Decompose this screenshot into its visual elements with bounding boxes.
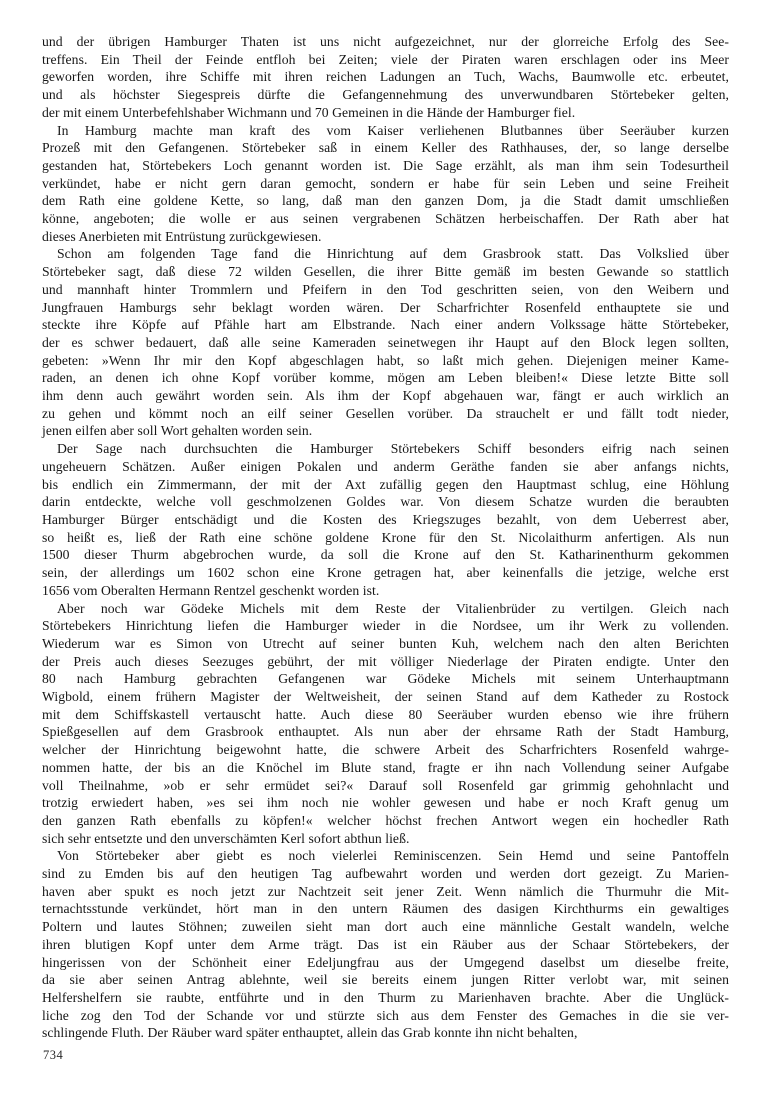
text-line: raden, an denen ich ohne Kopf vorüber komme, mögen am Leben bleiben!« Diese letzte Bitte soll xyxy=(42,370,729,386)
page-number: 734 xyxy=(43,1048,64,1062)
text-line: nommen hatte, der bis an die Knöchel im Blute stand, fragte er ihn nach Vollendung seiner Aufgabe xyxy=(42,759,729,775)
text-line: und mannhaft hinter Trommlern und Pfeifern in den Tod geschritten seien, von den Weibern und xyxy=(42,281,729,297)
text-line: sich sehr entsetzte und den unverschämten Kerl sofort abthun ließ. xyxy=(42,830,410,846)
text-line: welcher der Hinrichtung beigewohnt hatte, die schwere Arbeit des Scharfrichters Rosenfeld wahrge- xyxy=(42,742,729,758)
text-line: da sie aber seinen Antrag ablehnte, weil sie bereits einem jungen Ritter verlobt war, mit seinen xyxy=(42,972,729,988)
text-line: so heißt es, ließ der Rath eine schöne goldene Krone für den St. Nicolaithurm anfertigen. Als nun xyxy=(42,529,729,545)
text-line: den ganzen Rath ebenfalls zu köpfen!« welcher höchst frechen Antwort wegen ein hochedler Rath xyxy=(42,812,729,828)
text-line: Prozeß mit den Gefangenen. Störtebeker saß in einem Keller des Rathhauses, der, so lange derselbe xyxy=(42,140,729,156)
text-line: 1656 vom Oberalten Hermann Rentzel geschenkt worden ist. xyxy=(42,582,380,598)
text-line: und der übrigen Hamburger Thaten ist uns nicht aufgezeichnet, nur der glorreiche Erfolg des See- xyxy=(42,34,729,49)
text-line: voll Theilnahme, »ob er sehr ermüdet sei?« Darauf soll Rosenfeld gar grimmig gehohnlacht und xyxy=(42,777,729,793)
text-line: der es schwer bedauert, daß alle seine Kameraden seinetwegen ihr Haupt auf den Block legen sollten, xyxy=(42,334,729,350)
text-line: könne, angeboten; die wolle er aus seinen vergrabenen Schätzen herbeischaffen. Der Rath aber hat xyxy=(42,211,729,227)
body-text xyxy=(42,33,729,1042)
text-line: ihm denn auch gewährt worden sein. Als ihm der Kopf abgehauen war, fängt er auch wirklich an xyxy=(42,388,729,404)
text-line: trotzig erwiedert haben, »es sei ihm noch nie wohler gewesen und habe er noch Kraft genug um xyxy=(42,795,729,811)
text-line: dieses Anerbieten mit Entrüstung zurückgewiesen. xyxy=(42,228,322,244)
text-line: der Preis auch dieses Seezuges gebührt, der mit völliger Niederlage der Piraten endigte. Unter den xyxy=(42,653,729,669)
paragraph xyxy=(42,33,729,122)
text-line: verkündet, habe er nicht gern daran gemocht, sondern er habe für sein Leben und seine Freiheit xyxy=(42,175,729,191)
text-line: Schon am folgenden Tage fand die Hinrichtung auf dem Grasbrook statt. Das Volkslied über xyxy=(57,246,729,262)
text-line: steckte ihre Köpfe auf Pfähle hart am Elbstrande. Nach einer andern Volkssage hätte Störtebeker, xyxy=(42,317,729,333)
text-line: liche zog den Tod der Schande vor und stürzte sich aus dem Fenster des Gemaches in die sie ver- xyxy=(42,1007,729,1023)
text-line: der mit einem Unterbefehlshaber Wichmann und 70 Gemeinen in die Hände der Hamburger fiel. xyxy=(42,104,576,120)
text-line: gestanden hat, Störtebekers Loch genannt worden ist. Die Sage erzählt, als man ihm sein Todesurtheil xyxy=(42,157,729,173)
text-line: treffens. Ein Theil der Feinde entfloh bei Zeiten; viele der Piraten waren erschlagen oder ins Meer xyxy=(42,51,729,67)
text-line: In Hamburg machte man kraft des vom Kaiser verliehenen Blutbannes über Seeräuber kurzen xyxy=(57,122,729,138)
text-line: Von Störtebeker aber giebt es noch vielerlei Reminiscenzen. Sein Hemd und seine Pantoffeln xyxy=(57,848,729,864)
text-line: Der Sage nach durchsuchten die Hamburger Störtebekers Schiff besonders eifrig nach seinen xyxy=(57,441,729,457)
text-line: Helfershelfern sie raubte, entführte und in den Thurm zu Marienhaven brachte. Aber die Unglück- xyxy=(42,989,729,1005)
text-line: ungeheuern Schätzen. Außer einigen Pokalen und anderm Geräthe fanden sie aber anfangs nichts, xyxy=(42,458,729,474)
text-line: ihren blutigen Kopf unter dem Arme trägt. Das ist ein Räuber aus der Schaar Störtebekers, der xyxy=(42,936,729,952)
text-line: geworfen worden, ihre Schiffe mit ihren reichen Ladungen an Tuch, Wachs, Baumwolle etc. erbeutet, xyxy=(42,69,729,85)
text-line: schlingende Fluth. Der Räuber ward später enthauptet, allein das Grab konnte ihn nicht behalten, xyxy=(42,1025,578,1041)
text-line: zu gehen und kömmt noch an eilf seiner Gesellen vorüber. Da strauchelt er und fällt todt nieder, xyxy=(42,405,729,421)
text-line: Poltern und lautes Stöhnen; zuweilen sieht man dort auch eine männliche Gestalt wandeln, welche xyxy=(42,919,729,935)
text-line: Wiederum war es Simon von Utrecht auf seiner bunten Kuh, welchem nach den alten Berichten xyxy=(42,635,729,651)
text-line: ternachtsstunde verkündet, hört man in den untern Räumen des dasigen Kirchthurms ein gewaltiges xyxy=(42,901,729,917)
text-line: Spießgesellen auf dem Grasbrook enthauptet. Als nun aber der ehrsame Rath der Stadt Hamburg, xyxy=(42,724,729,740)
text-line: Störtebekers Hinrichtung liefen die Hamburger wieder in die Nordsee, um ihr Werk zu vollenden. xyxy=(42,618,729,634)
text-line: bis endlich ein Zimmermann, der mit der Axt zufällig gegen den Hauptmast schlug, eine Höhlung xyxy=(42,476,729,492)
paragraph xyxy=(42,440,729,599)
text-line: mit dem Schiffskastell vertauscht hatte. Auch diese 80 Seeräuber wurden ebenso wie ihre frühern xyxy=(42,706,729,722)
paragraph xyxy=(42,245,729,440)
text-line: Störtebeker sagt, daß diese 72 wilden Gesellen, die ihrer Bitte gemäß im besten Gewande so stattlich xyxy=(42,264,729,280)
text-line: dem Rath eine goldene Kette, so lang, daß man den ganzen Dom, ja die Stadt damit umschließen xyxy=(42,193,729,209)
paragraph xyxy=(42,122,729,246)
paragraph xyxy=(42,847,729,1042)
text-line: hingerissen von der Schönheit einer Edeljungfrau aus der Umgegend daselbst um dieselbe freite, xyxy=(42,954,729,970)
text-line: jenen eilfen aber soll Wort gehalten worden sein. xyxy=(42,423,313,439)
text-line: Jungfrauen Hamburgs sehr beklagt worden wären. Der Scharfrichter Rosenfeld enthauptete sie und xyxy=(42,299,729,315)
text-line: Hamburger Bürger entschädigt und die Kosten des Kriegszuges bezahlt, von dem Ueberrest aber, xyxy=(42,511,729,527)
text-line: Wigbold, einem frühern Magister der Weltweisheit, der seinen Stand auf dem Katheder zu Rostock xyxy=(42,689,729,705)
text-line: darin entdeckte, welche voll geschmolzenen Goldes war. Von diesem Schatze wurden die beraubten xyxy=(42,494,729,510)
text-line: 1500 dieser Thurm abgebrochen wurde, da soll die Krone auf den St. Katharinenthurm gekommen xyxy=(42,547,729,563)
text-line: gebeten: »Wenn Ihr mir den Kopf abgeschlagen habt, so laßt mich gehen. Diejenigen meiner Kame- xyxy=(42,352,729,368)
text-line: und als höchster Siegespreis dürfte die Gefangennehmung des unverwundbaren Störtebeker gelten, xyxy=(42,87,729,103)
text-line: Aber noch war Gödeke Michels mit dem Reste der Vitalienbrüder zu vertilgen. Gleich nach xyxy=(57,600,729,616)
paragraph xyxy=(42,600,729,848)
text-line: sind zu Emden bis auf den heutigen Tag aufbewahrt worden und werden dort gezeigt. Zu Marien- xyxy=(42,866,729,882)
text-line: sein, der allerdings um 1602 schon eine Krone getragen hat, aber keinenfalls die jetzige, welche erst xyxy=(42,565,729,581)
text-line: 80 nach Hamburg gebrachten Gefangenen war Gödeke Michels mit seinem Unterhauptmann xyxy=(42,671,729,687)
text-line: haven aber spukt es noch jetzt zur Nachtzeit seit jener Zeit. Wenn nämlich die Thurmuhr die Mit- xyxy=(42,883,729,899)
